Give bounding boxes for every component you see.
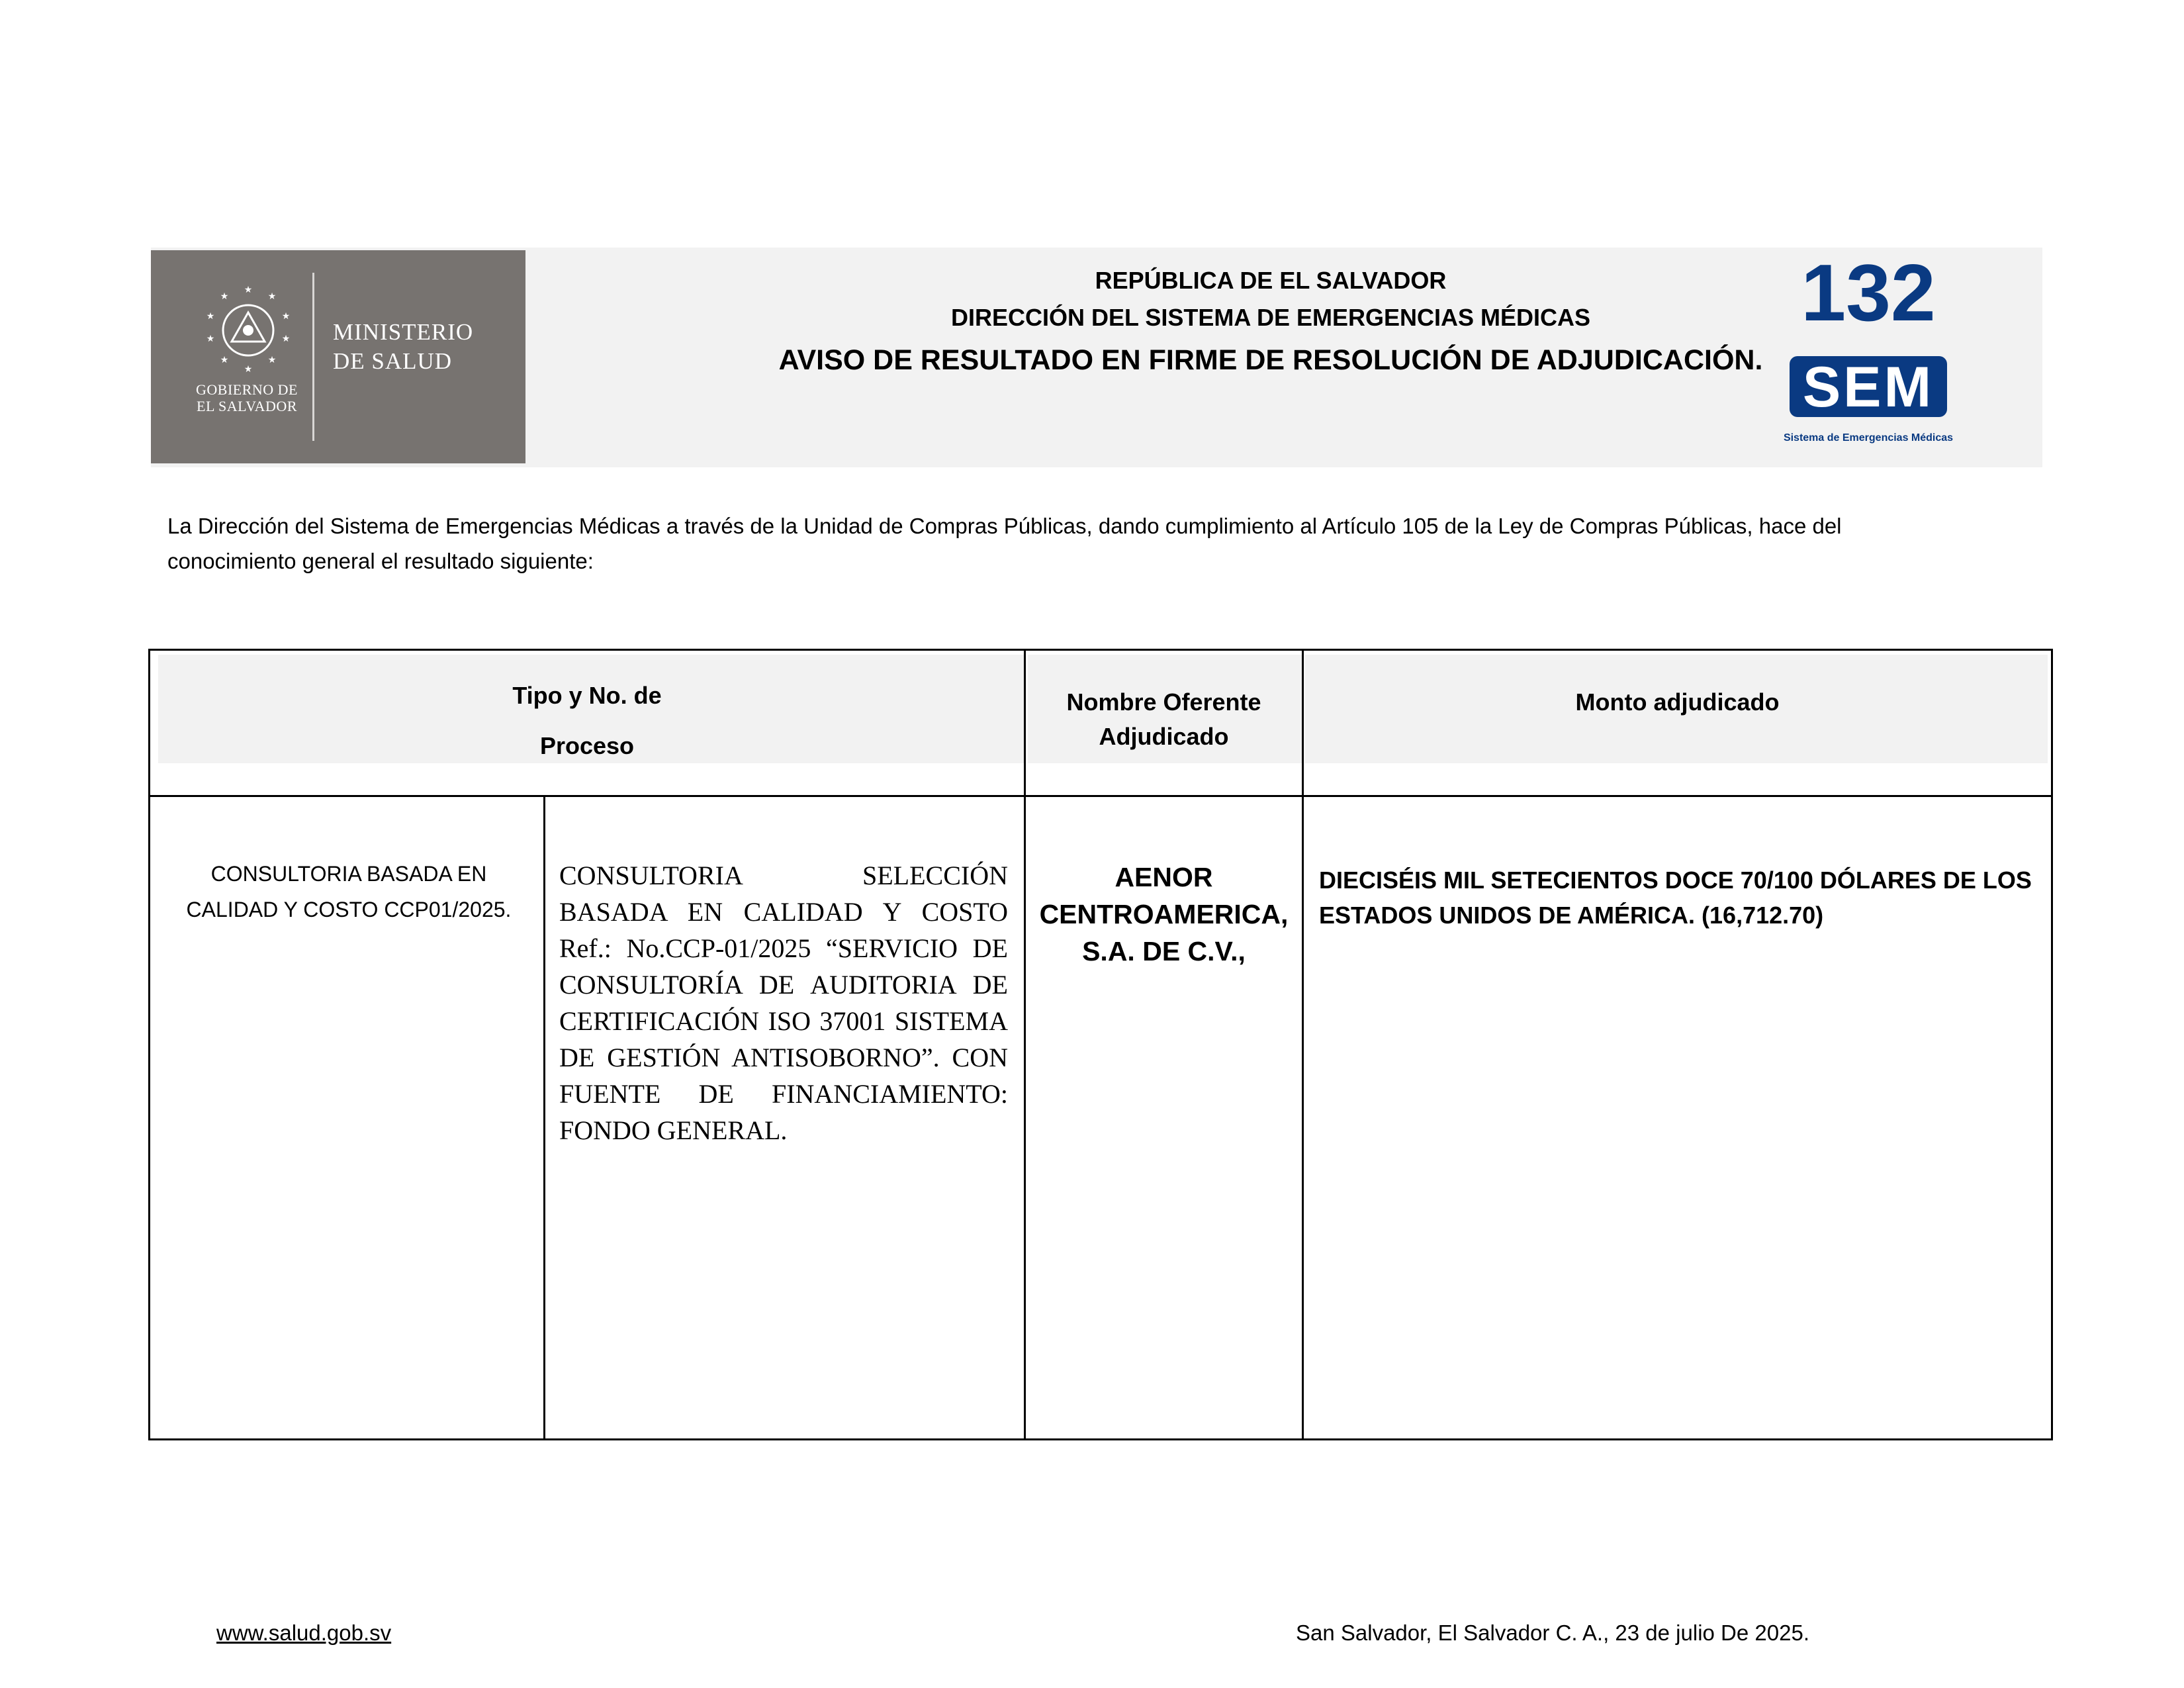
svg-text:★: ★ <box>206 310 215 321</box>
svg-text:★: ★ <box>206 333 215 344</box>
svg-text:★: ★ <box>244 363 253 374</box>
intro-paragraph: La Dirección del Sistema de Emergencias Médicas a través de la Unidad de Compras Públicas, dando cumplimiento al Artículo 105 de la Ley de Compras Públicas, hace del conocimiento general el resultado siguiente: <box>167 514 1842 573</box>
column-rule-2 <box>1024 651 1026 1438</box>
ministry-name: MINISTERIO DE SALUD <box>333 319 474 374</box>
place-date: San Salvador, El Salvador C. A., 23 de julio De 2025. <box>1296 1620 1809 1645</box>
process-type-cell: CONSULTORIA BASADA EN CALIDAD Y COSTO CCP01/2025. <box>186 862 512 921</box>
logo-divider <box>312 273 314 441</box>
country-title: REPÚBLICA DE EL SALVADOR <box>1095 267 1447 294</box>
column-rule-3 <box>1302 651 1304 1438</box>
sem-132-logo <box>1772 259 1964 451</box>
adjudication-table <box>148 649 2053 1440</box>
gobierno-ministerio-logo <box>151 250 525 463</box>
header-offeror: Nombre Oferente Adjudicado <box>1066 688 1261 750</box>
svg-text:★: ★ <box>244 284 253 295</box>
header-titles <box>715 262 1827 384</box>
svg-text:★: ★ <box>220 291 229 301</box>
svg-text:★: ★ <box>281 310 291 321</box>
sem-number: 132 <box>1801 259 1936 338</box>
column-rule-1 <box>543 795 545 1438</box>
website-link[interactable]: www.salud.gob.sv <box>216 1620 392 1645</box>
process-description-cell: CONSULTORIA SELECCIÓN BASADA EN CALIDAD Y COSTO Ref.: No.CCP-01/2025 “SERVICIO DE CONSULTORÍA DE AUDITORIA DE CERTIFICACIÓN ISO 37001 SISTEMA DE GESTIÓN ANTISOBORNO”. CON FUENTE DE FINANCIAMIENTO: FONDO GENERAL. <box>559 861 1008 1145</box>
sem-caption: Sistema de Emergencias Médicas <box>1783 432 1954 444</box>
header-bottom-rule <box>150 795 2051 797</box>
national-seal-icon <box>199 281 298 380</box>
header-process: Tipo y No. de Proceso <box>512 682 662 759</box>
svg-text:★: ★ <box>267 354 277 365</box>
agency-title: DIRECCIÓN DEL SISTEMA DE EMERGENCIAS MÉDICAS <box>950 304 1591 331</box>
amount-cell: DIECISÉIS MIL SETECIENTOS DOCE 70/100 DÓLARES DE LOS ESTADOS UNIDOS DE AMÉRICA. (16,712.70) <box>1319 867 2032 929</box>
svg-text:★: ★ <box>281 333 291 344</box>
svg-text:★: ★ <box>267 291 277 301</box>
notice-title: AVISO DE RESULTADO EN FIRME DE RESOLUCIÓN DE ADJUDICACIÓN. <box>778 344 1763 376</box>
header-amount: Monto adjudicado <box>1575 688 1780 716</box>
svg-text:★: ★ <box>220 354 229 365</box>
gobierno-name: GOBIERNO DE EL SALVADOR <box>196 381 298 414</box>
sem-acronym: SEM <box>1802 355 1934 419</box>
offeror-cell: AENOR CENTROAMERICA, S.A. DE C.V., <box>1039 862 1289 966</box>
